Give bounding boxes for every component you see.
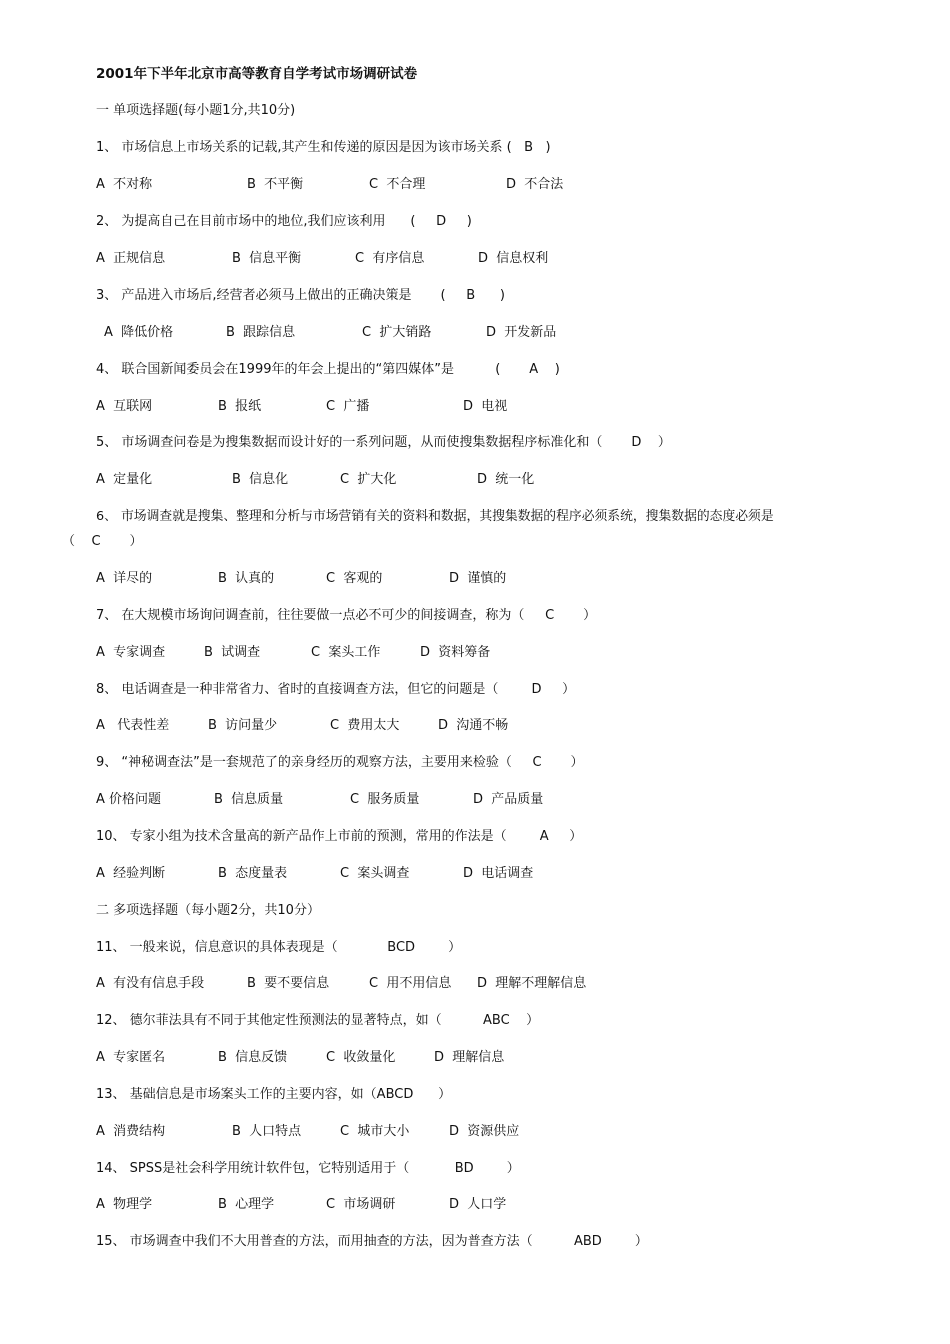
q7-option-b: B 试调查 [204, 645, 261, 660]
question-14: 14、 SPSS是社会科学用统计软件包，它特别适用于（ BD ） [96, 1161, 520, 1176]
question-1: 1、 市场信息上市场关系的记载,其产生和传递的原因是因为该市场关系 ( B ) [96, 140, 551, 155]
q14-option-c: C 市场调研 [326, 1197, 396, 1212]
q1-option-a: A 不对称 [96, 177, 153, 192]
q4-option-a: A 互联网 [96, 399, 153, 414]
q12-option-d: D 理解信息 [434, 1050, 505, 1065]
q6-option-c: C 客观的 [326, 571, 383, 586]
q10-option-c: C 案头调查 [340, 866, 410, 881]
question-10: 10、 专家小组为技术含量高的新产品作上市前的预测，常用的作法是（ A ） [96, 829, 583, 844]
exam-title: 2001年下半年北京市高等教育自学考试市场调研试卷 [96, 66, 418, 82]
q9-option-d: D 产品质量 [473, 792, 544, 807]
q5-option-c: C 扩大化 [340, 472, 397, 487]
question-12: 12、 德尔菲法具有不同于其他定性预测法的显著特点，如（ ABC ） [96, 1013, 540, 1028]
question-4: 4、 联合国新闻委员会在1999年的年会上提出的“第四媒体”是 ( A ) [96, 362, 560, 377]
question-6-answer: （ C ） [62, 534, 143, 549]
q2-option-a: A 正规信息 [96, 251, 166, 266]
q3-option-d: D 开发新品 [486, 325, 557, 340]
q3-option-b: B 跟踪信息 [226, 325, 296, 340]
question-6: 6、 市场调查就是搜集、整理和分析与市场营销有关的资料和数据，其搜集数据的程序必须系统，搜集数据的态度必须是 [96, 509, 774, 524]
section-1-heading: 一 单项选择题(每小题1分,共10分) [96, 103, 296, 118]
q14-option-b: B 心理学 [218, 1197, 275, 1212]
q14-option-a: A 物理学 [96, 1197, 153, 1212]
q1-option-d: D 不合法 [506, 177, 564, 192]
q5-option-d: D 统一化 [477, 472, 535, 487]
q6-option-a: A 详尽的 [96, 571, 153, 586]
q4-option-d: D 电视 [463, 399, 508, 414]
q12-option-b: B 信息反馈 [218, 1050, 288, 1065]
q9-option-c: C 服务质量 [350, 792, 420, 807]
q10-option-b: B 态度量表 [218, 866, 288, 881]
q2-option-b: B 信息平衡 [232, 251, 302, 266]
q7-option-a: A 专家调查 [96, 645, 166, 660]
q9-option-a: A 价格问题 [96, 792, 162, 807]
question-2: 2、 为提高自己在目前市场中的地位,我们应该利用 ( D ) [96, 214, 472, 229]
q5-option-a: A 定量化 [96, 472, 153, 487]
section-2-heading: 二 多项选择题（每小题2分，共10分） [96, 903, 320, 918]
q11-option-b: B 要不要信息 [247, 976, 330, 991]
q8-option-b: B 访问量少 [208, 718, 278, 733]
q2-option-d: D 信息权利 [478, 251, 549, 266]
q8-option-d: D 沟通不畅 [438, 718, 509, 733]
q8-option-a: A 代表性差 [96, 718, 170, 733]
q11-option-d: D 理解不理解信息 [477, 976, 587, 991]
q11-option-a: A 有没有信息手段 [96, 976, 205, 991]
q12-option-a: A 专家匿名 [96, 1050, 166, 1065]
q5-option-b: B 信息化 [232, 472, 289, 487]
question-8: 8、 电话调查是一种非常省力、省时的直接调查方法，但它的问题是（ D ） [96, 682, 576, 697]
q6-option-d: D 谨慎的 [449, 571, 507, 586]
question-15: 15、 市场调查中我们不大用普查的方法，而用抽查的方法，因为普查方法（ ABD ） [96, 1234, 648, 1249]
q13-option-a: A 消费结构 [96, 1124, 166, 1139]
q14-option-d: D 人口学 [449, 1197, 507, 1212]
question-5: 5、 市场调查问卷是为搜集数据而设计好的一系列问题，从而使搜集数据程序标准化和（ D ） [96, 435, 671, 450]
question-7: 7、 在大规模市场询问调查前，往往要做一点必不可少的间接调查，称为（ C ） [96, 608, 597, 623]
q1-option-c: C 不合理 [369, 177, 426, 192]
question-9: 9、 “神秘调查法”是一套规范了的亲身经历的观察方法，主要用来检验（ C ） [96, 755, 584, 770]
q2-option-c: C 有序信息 [355, 251, 425, 266]
q3-option-a: A 降低价格 [104, 325, 174, 340]
q7-option-c: C 案头工作 [311, 645, 381, 660]
q13-option-c: C 城市大小 [340, 1124, 410, 1139]
q8-option-c: C 费用太大 [330, 718, 400, 733]
q4-option-b: B 报纸 [218, 399, 262, 414]
q10-option-d: D 电话调查 [463, 866, 534, 881]
q13-option-b: B 人口特点 [232, 1124, 302, 1139]
q1-option-b: B 不平衡 [247, 177, 304, 192]
q4-option-c: C 广播 [326, 399, 370, 414]
q11-option-c: C 用不用信息 [369, 976, 452, 991]
q7-option-d: D 资料筹备 [420, 645, 491, 660]
question-3: 3、 产品进入市场后,经营者必须马上做出的正确决策是 ( B ) [96, 288, 505, 303]
q12-option-c: C 收敛量化 [326, 1050, 396, 1065]
q6-option-b: B 认真的 [218, 571, 275, 586]
q9-option-b: B 信息质量 [214, 792, 284, 807]
q10-option-a: A 经验判断 [96, 866, 166, 881]
question-13: 13、 基础信息是市场案头工作的主要内容，如（ABCD ） [96, 1087, 452, 1102]
q13-option-d: D 资源供应 [449, 1124, 520, 1139]
q3-option-c: C 扩大销路 [362, 325, 432, 340]
question-11: 11、 一般来说，信息意识的具体表现是（ BCD ） [96, 940, 462, 955]
